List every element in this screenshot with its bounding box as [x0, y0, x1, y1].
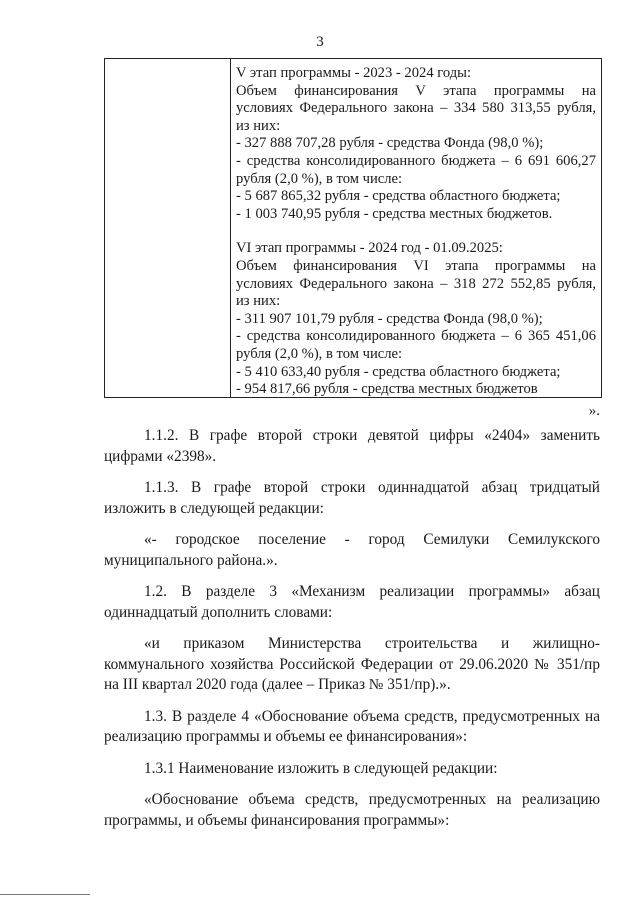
- paragraph-1-1-3: 1.1.3. В графе второй строки одиннадцатой абзац тридцатый изложить в следующей редакции:: [104, 479, 600, 517]
- stage-vi-block: [236, 240, 596, 398]
- table-content-cell: [231, 59, 601, 397]
- stage-vi-line: условиях Федерального закона – 318 272 552,85 рубля,: [236, 275, 596, 292]
- stage-vi-line: рубля (2,0 %), в том числе:: [236, 345, 403, 362]
- document-body: [104, 426, 600, 842]
- stage-vi-heading: VI этап программы - 2024 год - 01.09.2025:: [236, 240, 503, 257]
- paragraph-quote-order: «и приказом Министерства строительства и жилищно-коммунального хозяйства Российской Федерации от 29.06.2020 № 351/пр на III квартал 2020 года (далее – Приказ № 351/пр).».: [104, 635, 600, 693]
- table-empty-cell: [105, 59, 231, 397]
- stage-vi-line: из них:: [236, 293, 281, 310]
- stage-v-line: из них:: [236, 117, 281, 134]
- stage-v-line: условиях Федерального закона – 334 580 313,55 рубля,: [236, 100, 596, 117]
- stage-vi-line: - 5 410 633,40 рубля - средства областного бюджета;: [236, 363, 561, 380]
- stage-v-line: - 1 003 740,95 рубля - средства местных бюджетов.: [236, 205, 553, 222]
- stage-vi-line: Объем финансирования VI этапа программы на: [236, 257, 596, 274]
- stage-v-line: рубля (2,0 %), в том числе:: [236, 170, 403, 187]
- stage-v-line: - 5 687 865,32 рубля - средства областного бюджета;: [236, 188, 561, 205]
- paragraph-1-2: 1.2. В разделе 3 «Механизм реализации программы» абзац одиннадцатый дополнить словами:: [104, 583, 600, 621]
- stage-vi-line: - средства консолидированного бюджета – 6 365 451,06: [236, 328, 596, 345]
- stage-v-line: - средства консолидированного бюджета – 6 691 606,27: [236, 152, 596, 169]
- stage-v-line: - 327 888 707,28 рубля - средства Фонда (98,0 %);: [236, 135, 544, 152]
- stage-v-block: [236, 65, 596, 223]
- paragraph-quote-settlement: «- городское поселение - город Семилуки Семилукского муниципального района.».: [104, 531, 600, 569]
- stage-v-heading: V этап программы - 2023 - 2024 годы:: [236, 65, 472, 81]
- paragraph-quote-title: «Обоснование объема средств, предусмотренных на реализацию программы, и объемы финансирования программы»:: [104, 791, 600, 829]
- stage-vi-line: - 311 907 101,79 рубля - средства Фонда (98,0 %);: [236, 310, 543, 327]
- stage-v-line: Объем финансирования V этапа программы на: [236, 82, 596, 99]
- footer-rule: [0, 894, 90, 895]
- funding-table: [104, 58, 602, 398]
- paragraph-1-1-2: 1.1.2. В графе второй строки девятой цифры «2404» заменить цифрами «2398».: [104, 427, 600, 465]
- stage-vi-line: - 954 817,66 рубля - средства местных бюджетов: [236, 381, 538, 398]
- page-number: 3: [316, 34, 324, 50]
- paragraph-1-3-1: 1.3.1 Наименование изложить в следующей редакции:: [144, 759, 498, 777]
- closing-quote: ».: [588, 403, 600, 419]
- paragraph-1-3: 1.3. В разделе 4 «Обоснование объема средств, предусмотренных на реализацию программы и объемы ее финансирования»:: [104, 707, 600, 745]
- stage-separator: [236, 223, 596, 240]
